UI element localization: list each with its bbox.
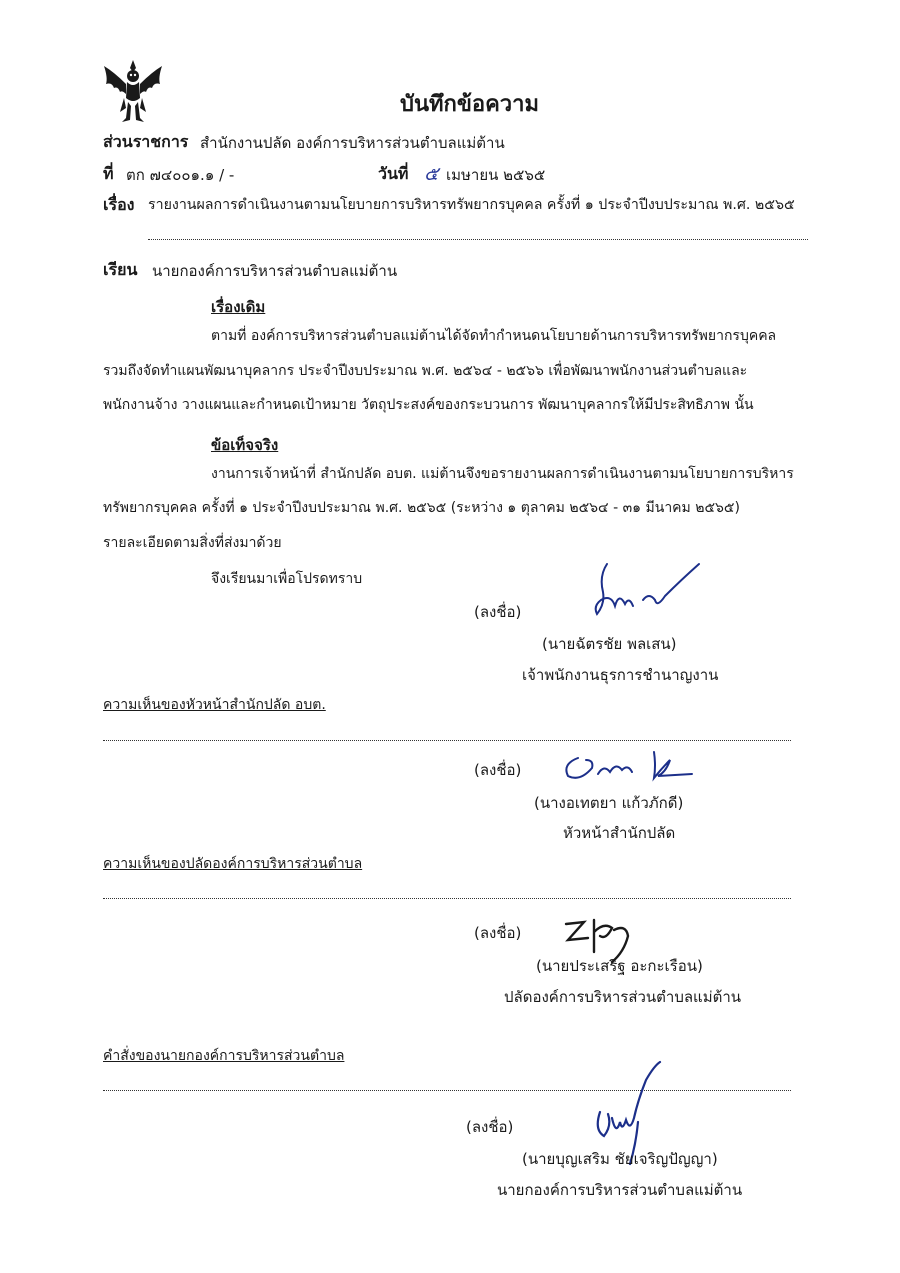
page-title: บันทึกข้อความ [400,92,540,117]
garuda-emblem-icon [100,58,166,126]
opinion-head-office-heading: ความเห็นของหัวหน้าสำนักปลัด อบต. [103,697,326,713]
background-paragraph-line: ตามที่ องค์การบริหารส่วนตำบลแม่ต้านได้จัดทำกำหนดนโยบายด้านการบริหารทรัพยากรบุคคล [211,328,777,344]
reference-label: ที่ [103,164,114,183]
facts-heading: ข้อเท็จจริง [211,436,279,454]
date-label: วันที่ [378,164,409,183]
signer-position: ปลัดองค์การบริหารส่วนตำบลแม่ต้าน [504,988,742,1006]
date-day: ๕ [424,163,439,185]
background-paragraph-line: รวมถึงจัดทำแผนพัฒนาบุคลากร ประจำปีงบประมาณ พ.ศ. ๒๕๖๔ - ๒๕๖๖ เพื่อพัฒนาพนักงานส่วนตำบลและ [103,363,748,379]
subject-label: เรื่อง [103,195,135,214]
opinion-chief-administrator-heading: ความเห็นของปลัดองค์การบริหารส่วนตำบล [103,856,363,872]
signature-1 [585,556,705,626]
facts-paragraph-line: งานการเจ้าหน้าที่ สำนักปลัด อบต. แม่ต้านจึงขอรายงานผลการดำเนินงานตามนโยบายการบริหาร [211,466,794,482]
signer-position: เจ้าพนักงานธุรการชำนาญงาน [522,666,719,684]
date-month-year: เมษายน ๒๕๖๕ [446,166,546,184]
order-line [103,1090,791,1091]
agency-value: สำนักงานปลัด องค์การบริหารส่วนตำบลแม่ต้าน [200,134,505,152]
background-heading: เรื่องเดิม [211,298,266,316]
signer-name: (นายบุญเสริม ชัยเจริญปัญญา) [522,1150,718,1168]
sign-label: (ลงชื่อ) [466,1118,514,1136]
facts-paragraph-line: ทรัพยากรบุคคล ครั้งที่ ๑ ประจำปีงบประมาณ พ.ศ. ๒๕๖๕ (ระหว่าง ๑ ตุลาคม ๒๕๖๔ - ๓๑ มีนาคม ๒๕๖๕) [103,500,740,516]
order-heading: คำสั่งของนายกองค์การบริหารส่วนตำบล [103,1048,345,1064]
sign-label: (ลงชื่อ) [474,603,522,621]
to-value: นายกองค์การบริหารส่วนตำบลแม่ต้าน [152,262,398,280]
signer-name: (นายประเสริฐ อะกะเรือน) [536,957,703,975]
reference-value: ตก ๗๔๐๐๑.๑ / - [126,166,235,184]
subject-separator [148,239,808,240]
signer-position: นายกองค์การบริหารส่วนตำบลแม่ต้าน [497,1181,743,1199]
agency-label: ส่วนราชการ [103,132,189,151]
facts-paragraph-line: รายละเอียดตามสิ่งที่ส่งมาด้วย [103,535,282,551]
opinion-line [103,740,791,741]
signer-position: หัวหน้าสำนักปลัด [563,824,676,842]
signer-name: (นางอเทตยา แก้วภักดี) [534,794,684,812]
closing-line: จึงเรียนมาเพื่อโปรดทราบ [211,571,363,587]
signature-2 [558,744,698,788]
signer-name: (นายฉัตรชัย พลเสน) [542,635,677,653]
sign-label: (ลงชื่อ) [474,761,522,779]
to-label: เรียน [103,260,138,279]
subject-value: รายงานผลการดำเนินงานตามนโยบายการบริหารทรัพยากรบุคคล ครั้งที่ ๑ ประจำปีงบประมาณ พ.ศ. ๒๕๖๕ [148,197,795,213]
background-paragraph-line: พนักงานจ้าง วางแผนและกำหนดเป้าหมาย วัตถุประสงค์ของกระบวนการ พัฒนาบุคลากรให้มีประสิทธิภาพ นั้น [103,397,754,413]
sign-label: (ลงชื่อ) [474,924,522,942]
opinion-line [103,898,791,899]
